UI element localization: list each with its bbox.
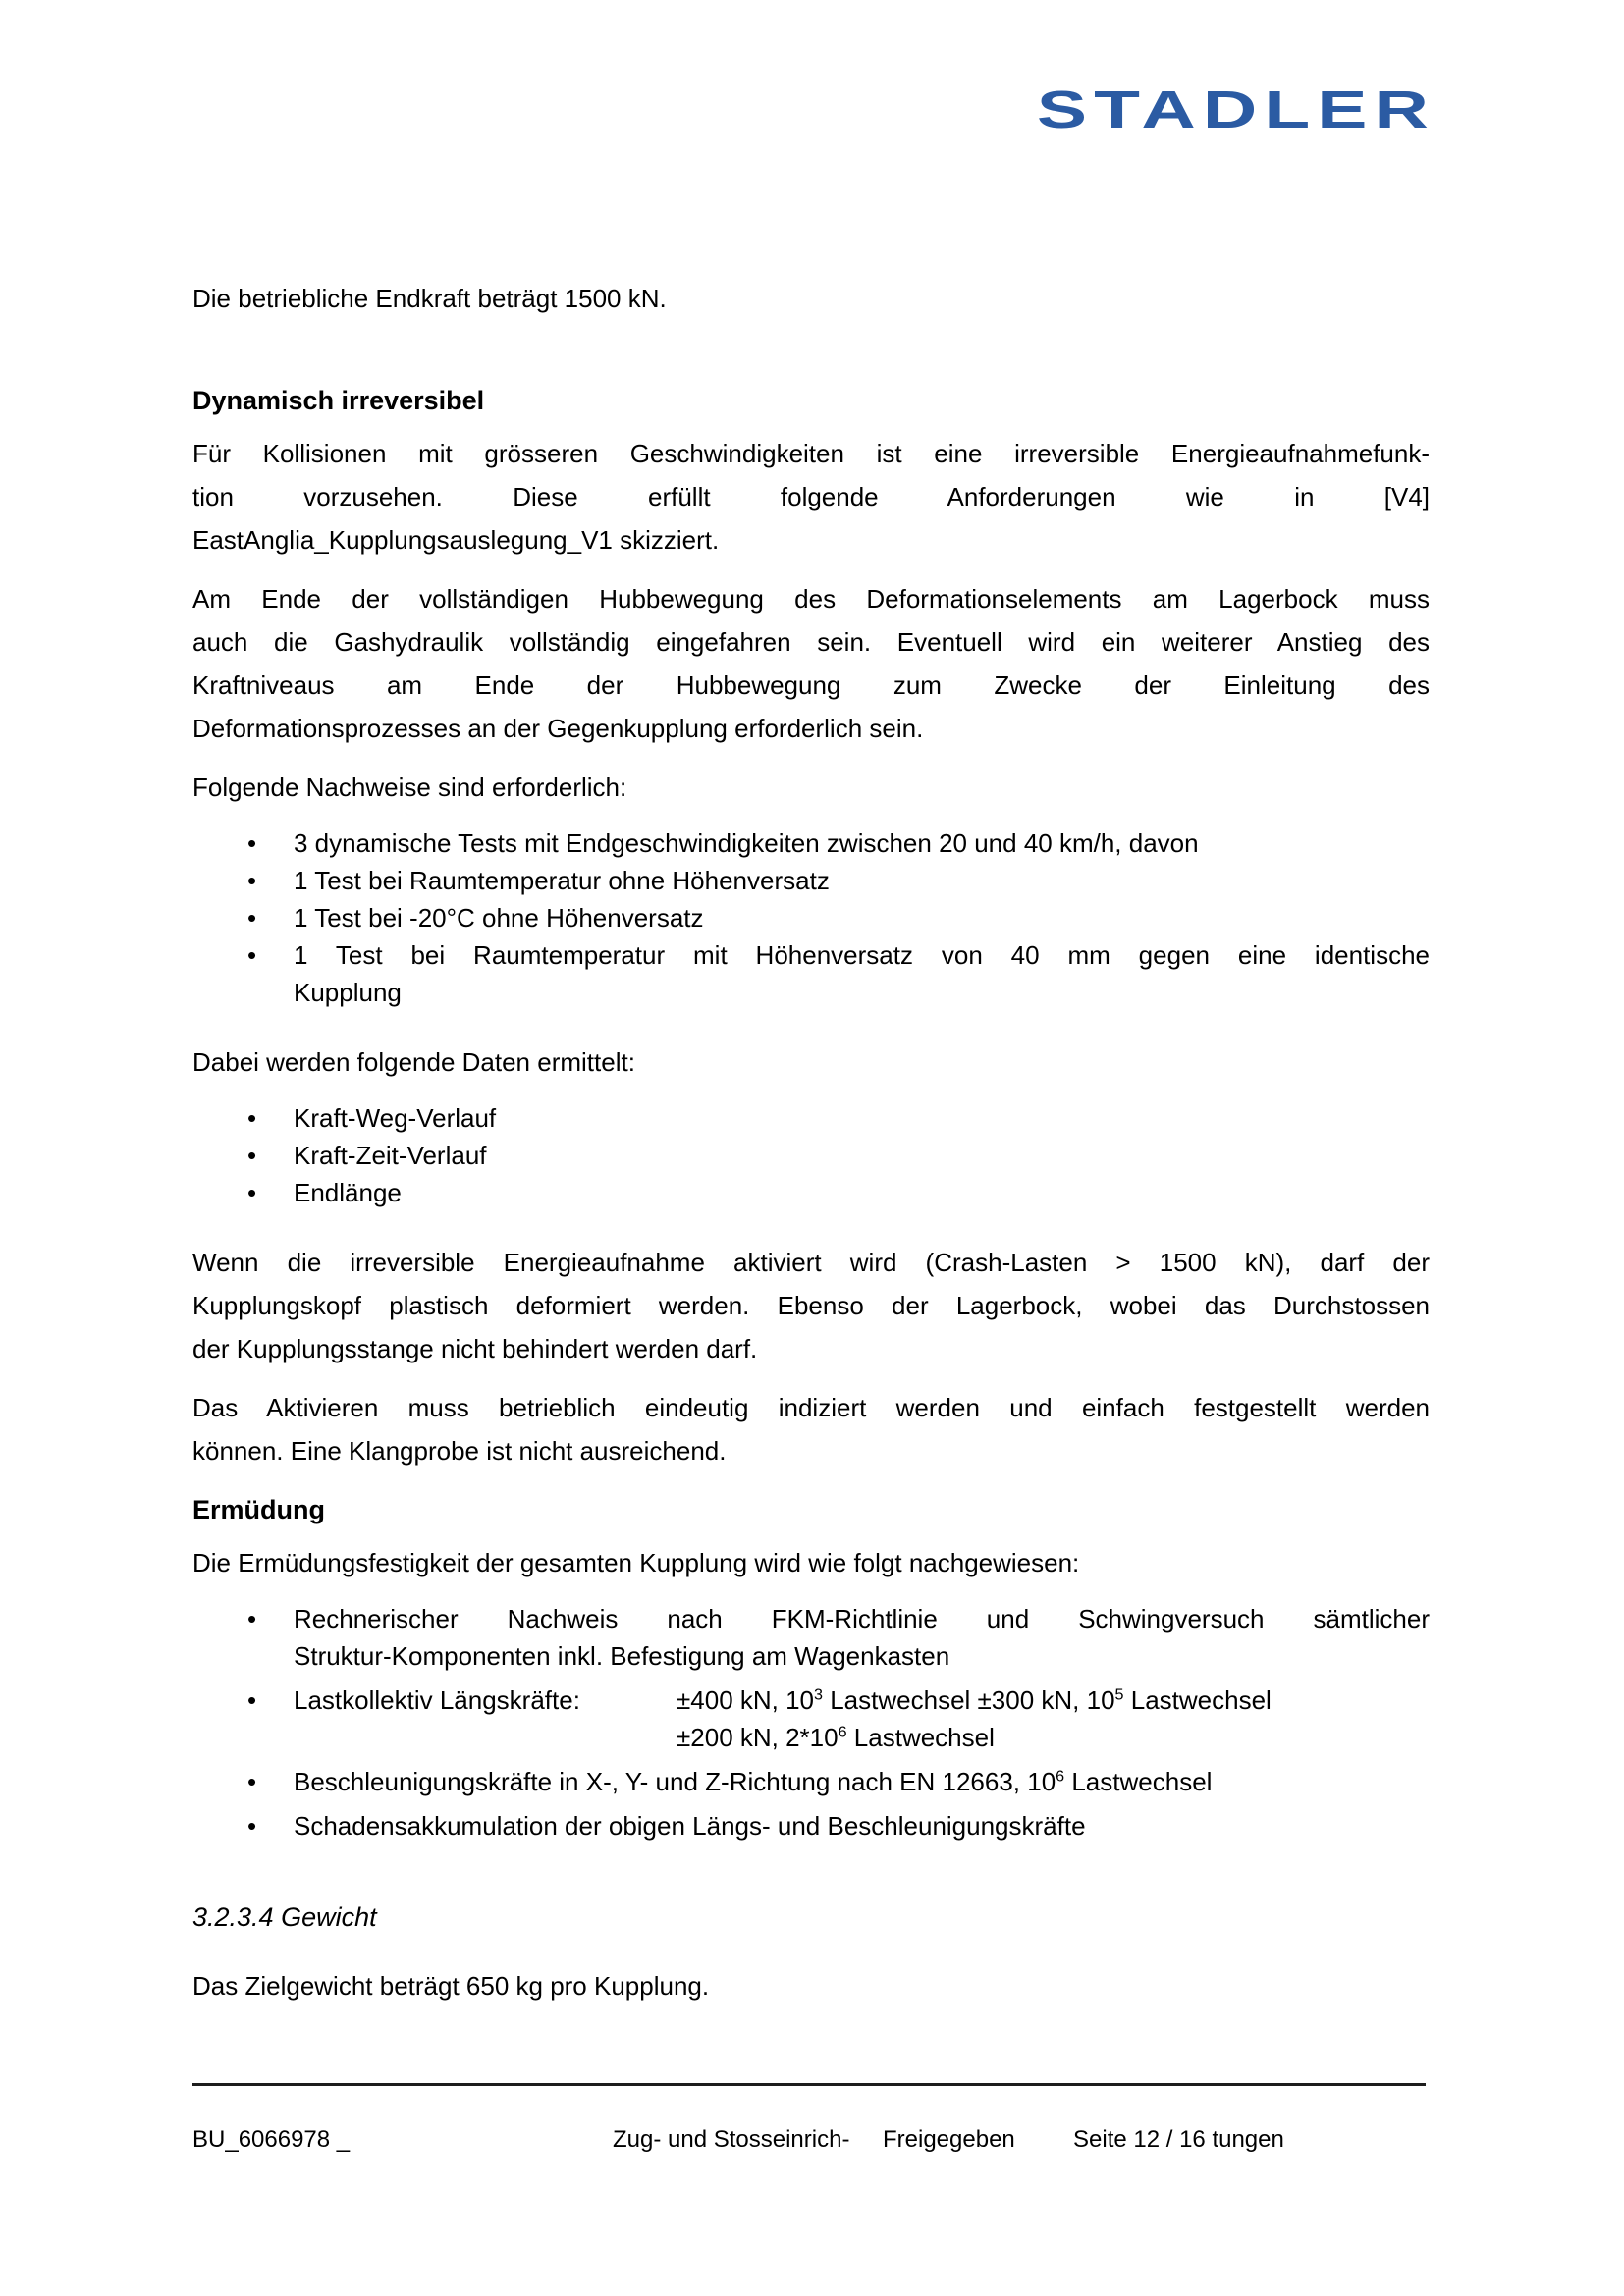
bullet-list xyxy=(192,1099,1430,1211)
footer-doc-id: BU_6066978 _ xyxy=(192,2126,351,2153)
list-item xyxy=(192,1807,1430,1844)
paragraph xyxy=(192,1241,1430,1370)
superscript: 6 xyxy=(1056,1767,1065,1786)
section-heading: Ermüdung xyxy=(192,1495,325,1524)
list-item-label: Lastkollektiv Längskräfte: xyxy=(294,1685,580,1715)
paragraph xyxy=(192,577,1430,750)
text-line: Wenn die irreversible Energieaufnahme aktiviert wird (Crash-Lasten > 1500 kN), darf der xyxy=(192,1248,1430,1277)
paragraph xyxy=(192,1386,1430,1472)
text-line: Deformationsprozesses an der Gegenkupplung erforderlich sein. xyxy=(192,714,924,743)
text-line: Die betriebliche Endkraft beträgt 1500 kN. xyxy=(192,284,667,313)
footer-row xyxy=(192,2125,1426,2155)
text-line: Das Zielgewicht beträgt 650 kg pro Kupplung. xyxy=(192,1971,710,2001)
list-item xyxy=(192,1099,1430,1137)
text-line: Struktur-Komponenten inkl. Befestigung am Wagenkasten xyxy=(294,1641,950,1671)
text-line: EastAnglia_Kupplungsauslegung_V1 skizziert. xyxy=(192,525,720,555)
text-line: Das Aktivieren muss betrieblich eindeutig indiziert werden und einfach festgestellt werden xyxy=(192,1393,1430,1422)
bullet-list xyxy=(192,1600,1430,1844)
footer-page-number xyxy=(1073,2125,1284,2155)
value-line: ±200 kN, $2*10^6$ Lastwechsel xyxy=(677,1723,995,1752)
footer-title-continuation: tungen xyxy=(1212,2126,1284,2153)
list-item xyxy=(192,936,1430,1011)
text-line: • 3 dynamische Tests mit Endgeschwindigkeiten zwischen 20 und 40 km/h, davon xyxy=(294,828,1199,858)
text-line: der Kupplungsstange nicht behindert werden darf. xyxy=(192,1334,758,1363)
text-line: • Rechnerischer Nachweis nach FKM-Richtlinie und Schwingversuch sämtlicher xyxy=(294,1604,1430,1633)
text-line: Dabei werden folgende Daten ermittelt: xyxy=(192,1047,635,1077)
list-item xyxy=(192,825,1430,862)
text-line: • Beschleunigungskräfte in X-, Y- und Z-Richtung nach EN 12663, $10^6$ Lastwechsel xyxy=(294,1767,1213,1796)
list-item xyxy=(192,1763,1430,1800)
page-footer xyxy=(192,2083,1426,2155)
text-line: Am Ende der vollständigen Hubbewegung des Deformationselements am Lagerbock muss xyxy=(192,584,1430,614)
stadler-logo: STADLER xyxy=(1036,80,1435,139)
paragraph xyxy=(192,1541,1430,1584)
text-line: Kupplungskopf plastisch deformiert werden. Ebenso der Lagerbock, wobei das Durchstossen xyxy=(192,1291,1430,1320)
text-line: Die Ermüdungsfestigkeit der gesamten Kupplung wird wie folgt nachgewiesen: xyxy=(192,1548,1080,1577)
text-line: • Endlänge xyxy=(294,1178,402,1207)
text-line: • Schadensakkumulation der obigen Längs- und Beschleunigungskräfte xyxy=(294,1811,1086,1841)
footer-status: Freigegeben xyxy=(883,2126,1015,2153)
text-line: tion vorzusehen. Diese erfüllt folgende Anforderungen wie in [V4] xyxy=(192,482,1430,511)
subsection-heading: 3.2.3.4 Gewicht xyxy=(192,1902,377,1932)
bullet-list xyxy=(192,825,1430,1011)
paragraph xyxy=(192,277,1430,320)
list-item xyxy=(192,862,1430,899)
list-item xyxy=(192,1137,1430,1174)
superscript: 5 xyxy=(1114,1685,1124,1704)
list-item xyxy=(192,899,1430,936)
value-line: ±400 kN, $10^3$ Lastwechsel ±300 kN, $10^5$ Lastwechsel xyxy=(677,1685,1272,1715)
text-line: können. Eine Klangprobe ist nicht ausreichend. xyxy=(192,1436,727,1466)
paragraph xyxy=(192,1041,1430,1084)
text-line: Kraftniveaus am Ende der Hubbewegung zum Zwecke der Einleitung des xyxy=(192,670,1430,700)
text-line: • 1 Test bei -20°C ohne Höhenversatz xyxy=(294,903,704,933)
list-item xyxy=(192,1600,1430,1675)
list-item xyxy=(192,1682,1430,1756)
text-line: • 1 Test bei Raumtemperatur ohne Höhenversatz xyxy=(294,866,830,895)
paragraph xyxy=(192,1964,1430,2007)
text-line: • 1 Test bei Raumtemperatur mit Höhenversatz von 40 mm gegen eine identische xyxy=(294,940,1430,970)
document-body xyxy=(192,0,1430,2023)
text-line: Kupplung xyxy=(294,978,402,1007)
superscript: 6 xyxy=(838,1723,847,1741)
footer-doc-title: Zug- und Stosseinrich- xyxy=(613,2126,850,2153)
list-item-values xyxy=(677,1682,1272,1756)
paragraph xyxy=(192,766,1430,809)
footer-page-label: Seite 12 / 16 xyxy=(1073,2126,1206,2153)
superscript: 3 xyxy=(814,1685,823,1704)
list-item xyxy=(192,1174,1430,1211)
text-line: • Kraft-Zeit-Verlauf xyxy=(294,1141,487,1170)
footer-divider xyxy=(192,2083,1426,2086)
text-line: auch die Gashydraulik vollständig eingefahren sein. Eventuell wird ein weiterer Anstieg des xyxy=(192,627,1430,657)
text-line: Für Kollisionen mit grösseren Geschwindigkeiten ist eine irreversible Energieaufnahmefunk- xyxy=(192,439,1430,468)
section-heading: Dynamisch irreversibel xyxy=(192,386,485,415)
text-line: • Kraft-Weg-Verlauf xyxy=(294,1103,497,1133)
text-line: Folgende Nachweise sind erforderlich: xyxy=(192,773,627,802)
paragraph xyxy=(192,432,1430,561)
